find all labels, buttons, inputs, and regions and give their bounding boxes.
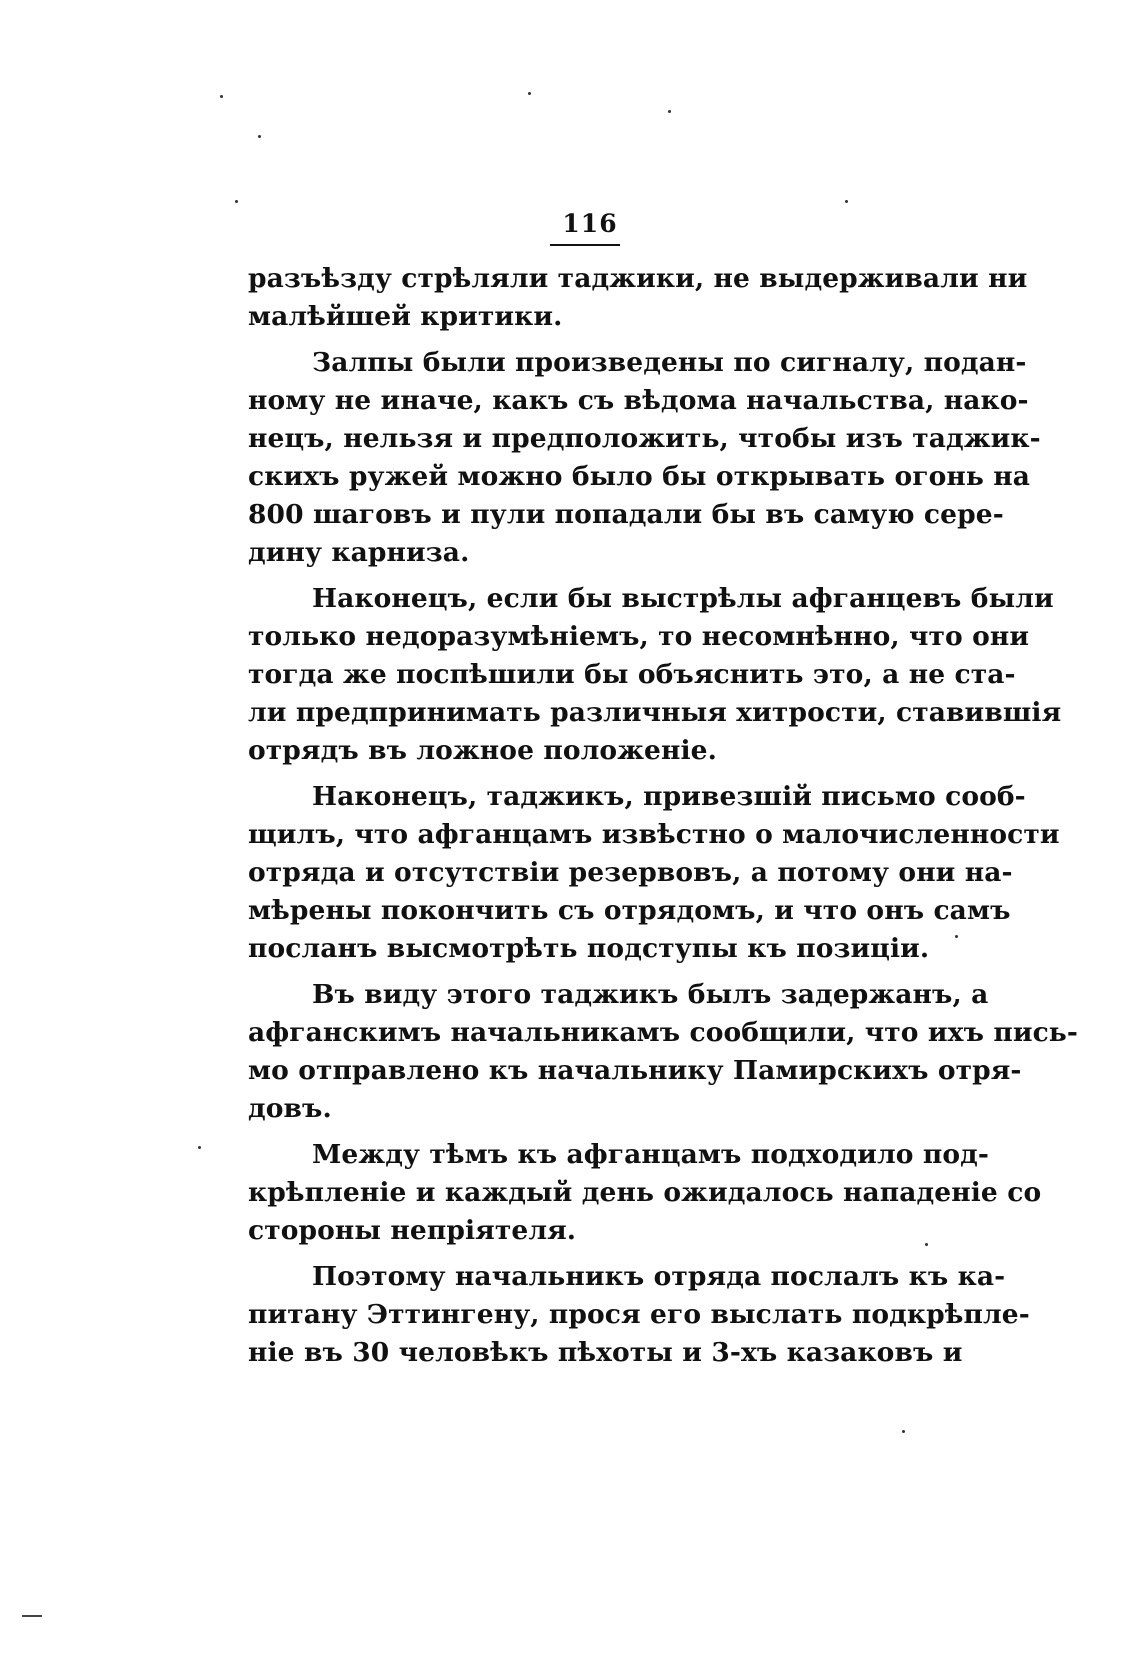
scan-speck	[668, 110, 671, 113]
text-line: стороны непріятеля.	[248, 1215, 577, 1246]
text-line: посланъ высмотрѣть подступы къ позиціи.	[248, 933, 930, 964]
text-line: Наконецъ, если бы выстрѣлы афганцевъ были	[312, 583, 1054, 614]
scan-speck	[258, 135, 261, 138]
text-line: щилъ, что афганцамъ извѣстно о малочисленности	[248, 819, 1060, 850]
text-line: афганскимъ начальникамъ сообщили, что ихъ пись-	[248, 1017, 1078, 1048]
scan-speck	[528, 92, 531, 95]
text-line: разъѣзду стрѣляли таджики, не выдерживали ни	[248, 263, 1028, 294]
text-line: Залпы были произведены по сигналу, подан-	[312, 347, 1027, 378]
scan-speck	[925, 1243, 928, 1246]
text-line: питану Эттингену, прося его выслать подкрѣпле-	[248, 1299, 1030, 1330]
text-line: 800 шаговъ и пули попадали бы въ самую сере-	[248, 499, 1004, 530]
scan-speck	[902, 1430, 905, 1433]
text-line: тогда же поспѣшили бы объяснить это, а не ста-	[248, 659, 1016, 690]
page-number-rule	[550, 244, 620, 246]
text-line: малѣйшей критики.	[248, 301, 563, 332]
text-line: дину карниза.	[248, 537, 470, 568]
text-line: скихъ ружей можно было бы открывать огонь на	[248, 461, 1031, 492]
scan-speck	[845, 200, 848, 203]
text-line: Въ виду этого таджикъ былъ задержанъ, а	[312, 979, 989, 1010]
text-line: отрядъ въ ложное положеніе.	[248, 735, 717, 766]
text-line: ніе въ 30 человѣкъ пѣхоты и 3-хъ казаковъ и	[248, 1337, 963, 1368]
scan-mark	[22, 1615, 42, 1617]
text-line: нецъ, нельзя и предположить, чтобы изъ таджик-	[248, 423, 1041, 454]
text-line: мо отправлено къ начальнику Памирскихъ отря-	[248, 1055, 1022, 1086]
text-line: Между тѣмъ къ афганцамъ подходило под-	[312, 1139, 989, 1170]
text-line: Поэтому начальникъ отряда послалъ къ ка-	[312, 1261, 1006, 1292]
text-line: довъ.	[248, 1093, 332, 1124]
text-line: только недоразумѣніемъ, то несомнѣнно, что они	[248, 621, 1030, 652]
text-line: ли предпринимать различныя хитрости, ставившія	[248, 697, 1062, 728]
text-line: мѣрены покончить съ отрядомъ, и что онъ самъ	[248, 895, 1011, 926]
text-line: Наконецъ, таджикъ, привезшій письмо сооб-	[312, 781, 1026, 812]
text-line: крѣпленіе и каждый день ожидалось нападеніе со	[248, 1177, 1042, 1208]
scan-speck	[955, 935, 958, 938]
text-line: отряда и отсутствіи резервовъ, а потому они на-	[248, 857, 1013, 888]
scan-speck	[220, 95, 223, 98]
scan-speck	[235, 200, 238, 203]
page-number: 116	[562, 209, 618, 238]
text-line: ному не иначе, какъ съ вѣдома начальства, нако-	[248, 385, 1029, 416]
scan-speck	[198, 1146, 201, 1149]
